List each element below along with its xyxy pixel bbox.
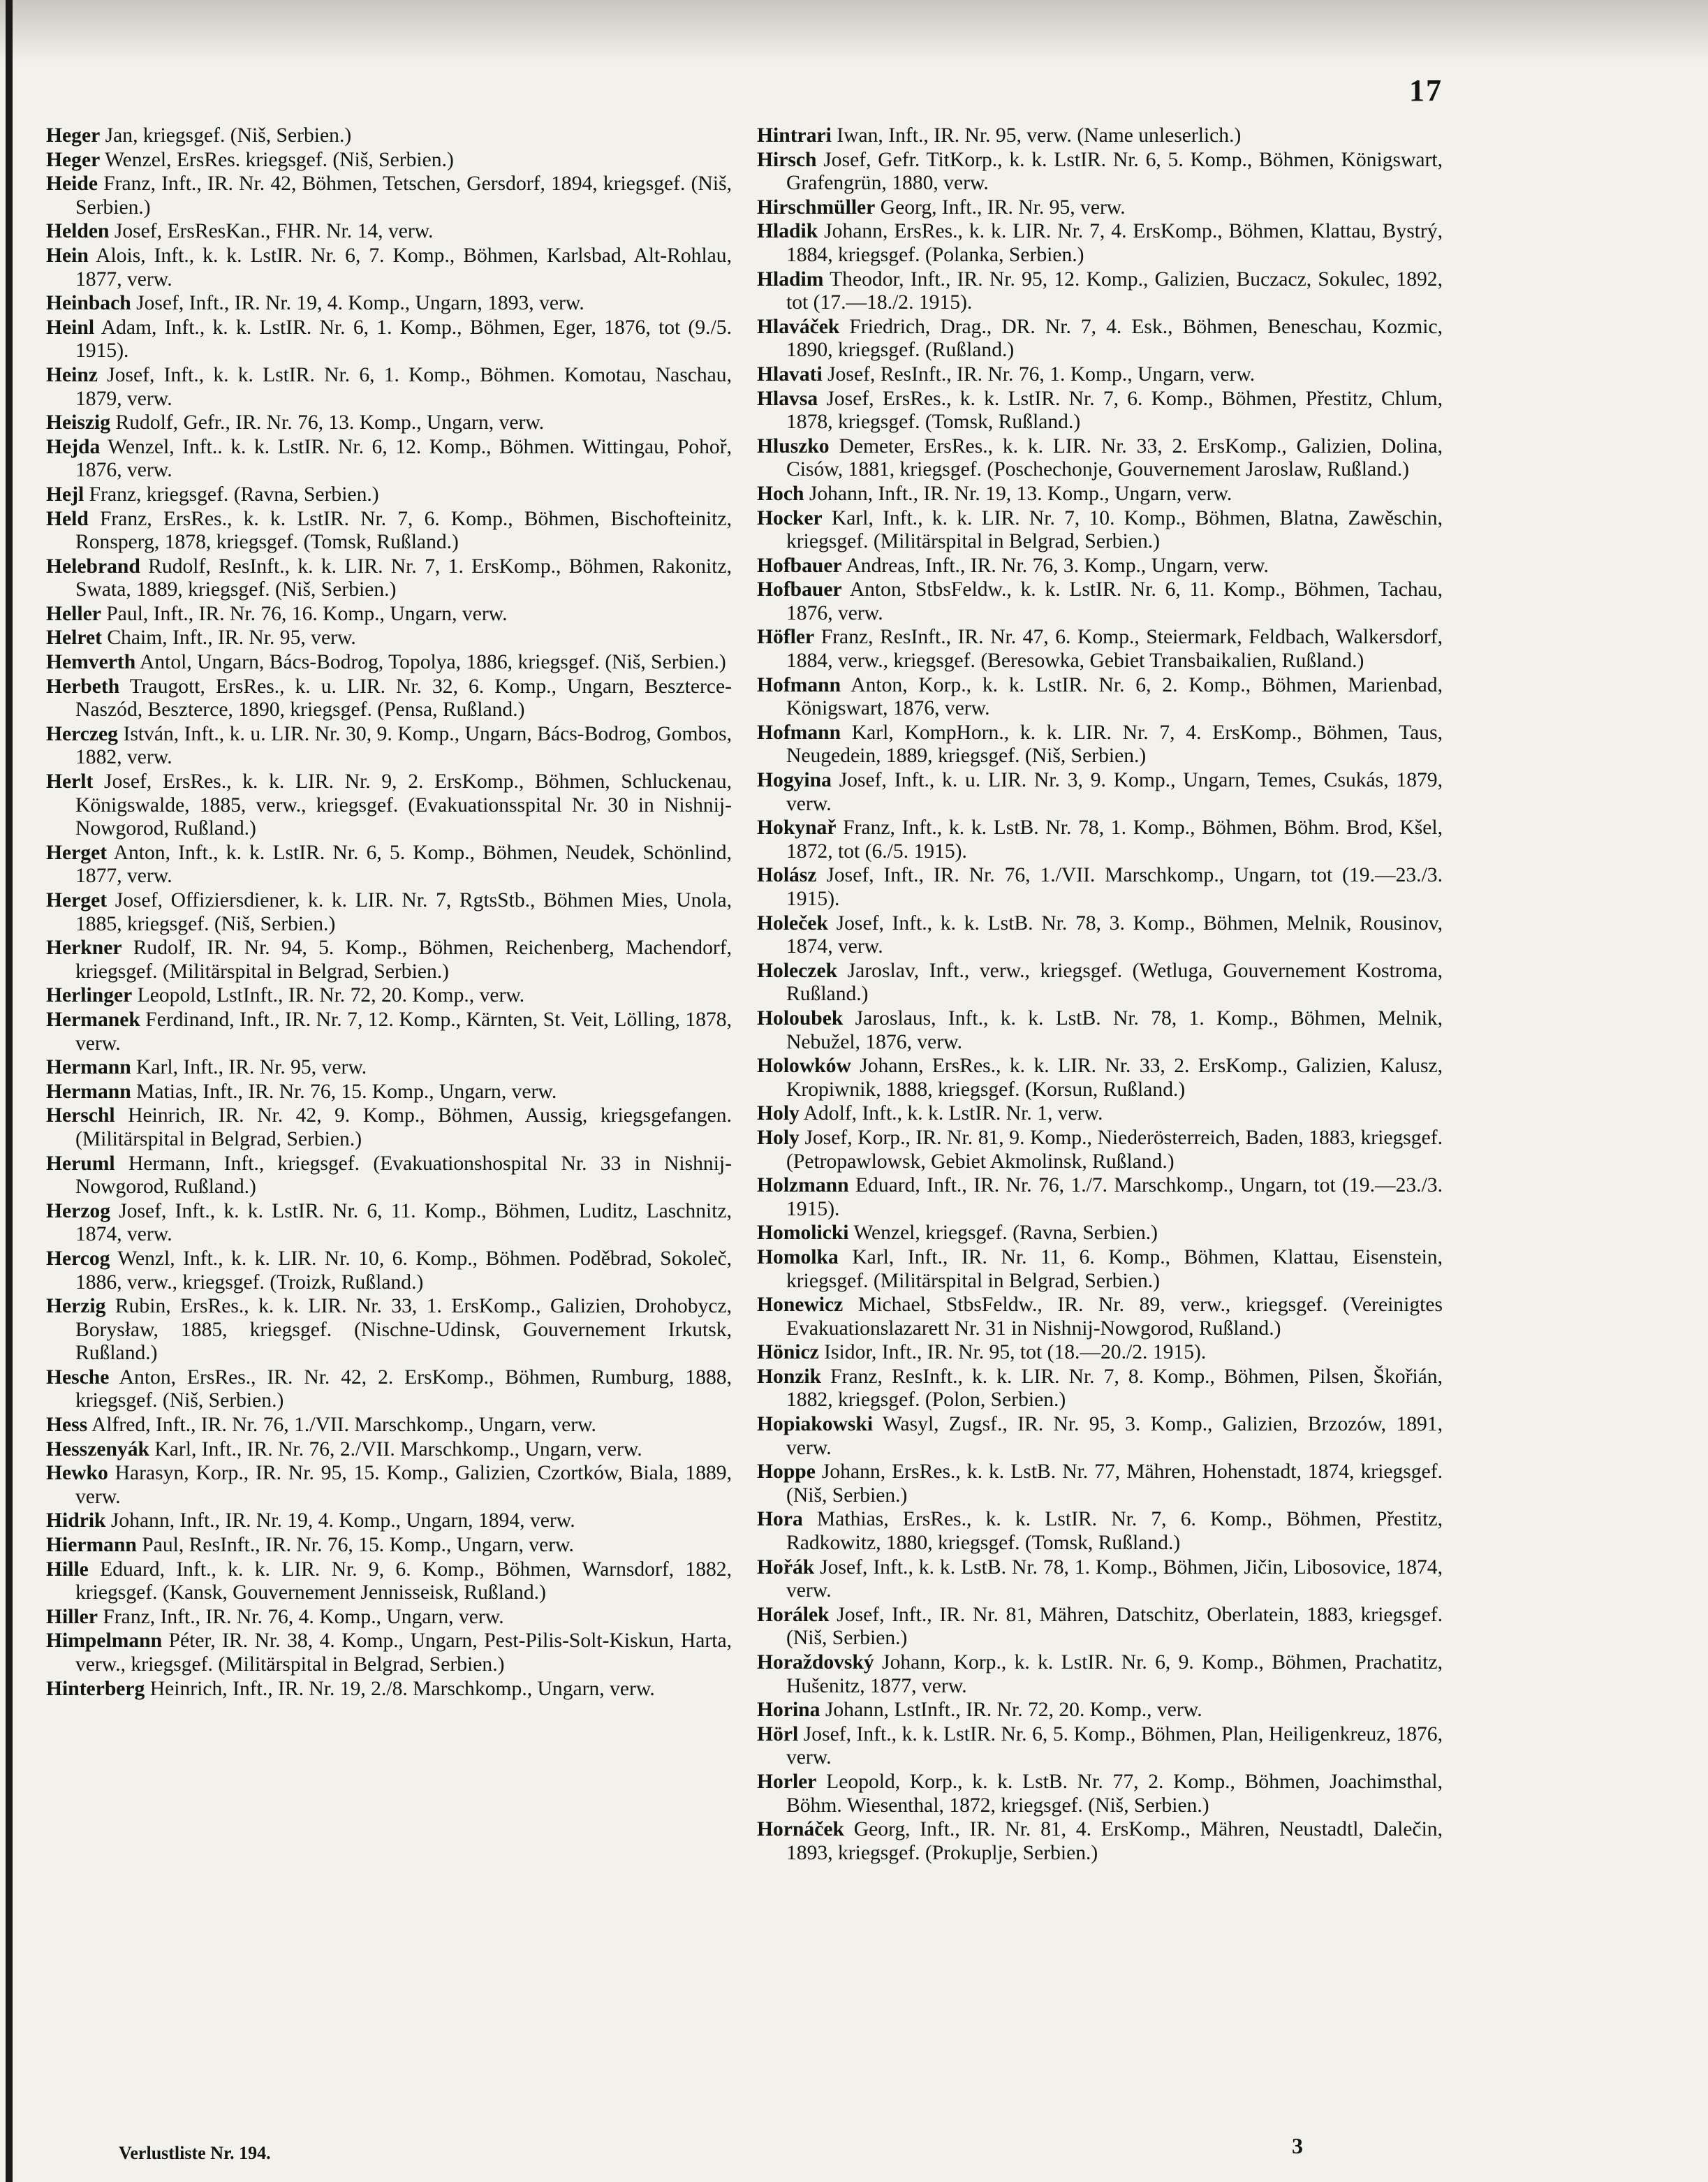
list-entry xyxy=(757,363,1443,387)
list-entry xyxy=(757,817,1443,863)
entry-details: Alfred, Inft., IR. Nr. 76, 1./VII. Marschkomp., Ungarn, verw. xyxy=(87,1414,596,1437)
entry-surname: Hofmann xyxy=(757,673,841,696)
list-entry xyxy=(46,316,732,363)
entry-details: Josef, Inft., k. k. LstIR. Nr. 6, 5. Komp., Böhmen, Plan, Heiligenkreuz, 1876, verw. xyxy=(786,1722,1443,1769)
entry-details: Rudolf, IR. Nr. 94, 5. Komp., Böhmen, Reichenberg, Machendorf, kriegsgef. (Militärspital in Belgrad, Serbien.) xyxy=(75,937,732,983)
entry-surname: Herzig xyxy=(46,1295,106,1318)
entry-details: Georg, Inft., IR. Nr. 81, 4. ErsKomp., Mähren, Neustadtl, Dalečin, 1893, kriegsgef. (Prokuplje, Serbien.) xyxy=(786,1818,1443,1864)
list-entry xyxy=(46,770,732,841)
list-entry xyxy=(46,364,732,411)
list-entry xyxy=(46,651,732,675)
entry-surname: Hörl xyxy=(757,1722,799,1745)
entry-details: Wenzel, kriegsgef. (Ravna, Serbien.) xyxy=(848,1222,1158,1245)
entry-details: Josef, Inft., k. k. LstB. Nr. 78, 1. Komp., Böhmen, Jičin, Libosovice, 1874, verw. xyxy=(786,1555,1443,1602)
entry-details: Leopold, LstInft., IR. Nr. 72, 20. Komp., verw. xyxy=(132,984,525,1007)
entry-surname: Herlinger xyxy=(46,984,133,1007)
entry-details: Antol, Ungarn, Bács-Bodrog, Topolya, 1886, kriegsgef. (Niš, Serbien.) xyxy=(135,651,726,674)
list-entry xyxy=(46,1081,732,1104)
entry-details: Josef, Korp., IR. Nr. 81, 9. Komp., Niederösterreich, Baden, 1883, kriegsgef. (Petropawlowsk, Gebiet Akmolinsk, Rußland.) xyxy=(786,1126,1443,1173)
entry-details: Josef, Inft., IR. Nr. 81, Mähren, Datschitz, Oberlatein, 1883, kriegsgef. (Niš, Serbien.) xyxy=(786,1603,1443,1650)
entry-surname: Horálek xyxy=(757,1603,830,1626)
entry-surname: Hein xyxy=(46,244,89,267)
entry-surname: Hinterberg xyxy=(46,1677,145,1700)
entry-details: Eduard, Inft., IR. Nr. 76, 1./7. Marschkomp., Ungarn, tot (19.—23./3. 1915). xyxy=(786,1174,1443,1220)
entry-details: Jan, kriegsgef. (Niš, Serbien.) xyxy=(100,124,352,147)
entry-surname: Hirsch xyxy=(757,148,817,171)
entry-surname: Hoch xyxy=(757,482,804,505)
list-entry xyxy=(46,1414,732,1437)
entry-details: Johann, LstInft., IR. Nr. 72, 20. Komp., verw. xyxy=(820,1699,1202,1722)
entry-details: Johann, Inft., IR. Nr. 19, 13. Komp., Ungarn, verw. xyxy=(804,482,1232,505)
entry-surname: Hoppe xyxy=(757,1460,816,1484)
right-column xyxy=(757,124,1443,2129)
entry-surname: Herlt xyxy=(46,770,94,793)
list-entry xyxy=(46,603,732,627)
entry-surname: Helret xyxy=(46,627,102,650)
left-column xyxy=(46,124,732,2129)
entry-details: Leopold, Korp., k. k. LstB. Nr. 77, 2. Komp., Böhmen, Joachimsthal, Böhm. Wiesenthal, 1872, kriegsgef. (Niš, Serbien.) xyxy=(786,1770,1443,1817)
list-entry xyxy=(757,1246,1443,1293)
list-entry xyxy=(757,1651,1443,1698)
entry-details: Karl, Inft., IR. Nr. 11, 6. Komp., Böhmen, Klattau, Eisenstein, kriegsgef. (Militärspital in Belgrad, Serbien.) xyxy=(786,1245,1443,1292)
entry-details: Paul, Inft., IR. Nr. 76, 16. Komp., Ungarn, verw. xyxy=(101,602,508,625)
list-entry xyxy=(46,483,732,507)
entry-surname: Hiermann xyxy=(46,1534,137,1557)
entry-details: Jaroslav, Inft., verw., kriegsgef. (Wetluga, Gouvernement Kostroma, Rußland.) xyxy=(786,959,1443,1006)
entry-surname: Hess xyxy=(46,1414,88,1437)
list-entry xyxy=(46,436,732,483)
list-entry xyxy=(46,1534,732,1558)
entry-surname: Herget xyxy=(46,889,108,911)
entry-details: Franz, Inft., k. k. LstB. Nr. 78, 1. Komp., Böhmen, Böhm. Brod, Kšel, 1872, tot (6./5. 1915). xyxy=(786,817,1443,863)
entry-details: Andreas, Inft., IR. Nr. 76, 3. Komp., Ungarn, verw. xyxy=(841,554,1269,577)
list-entry xyxy=(757,268,1443,315)
list-entry xyxy=(757,769,1443,816)
list-entry xyxy=(46,1152,732,1199)
list-entry xyxy=(757,1102,1443,1126)
entry-details: Franz, kriegsgef. (Ravna, Serbien.) xyxy=(84,483,379,506)
entry-details: Franz, ErsRes., k. k. LstIR. Nr. 7, 6. Komp., Böhmen, Bischofteinitz, Ronsperg, 1878, kriegsgef. (Tomsk, Rußland.) xyxy=(75,507,732,554)
list-entry xyxy=(757,124,1443,148)
list-entry xyxy=(757,507,1443,554)
list-entry xyxy=(757,1365,1443,1412)
entry-surname: Holeček xyxy=(757,911,828,935)
entry-details: István, Inft., k. u. LIR. Nr. 30, 9. Komp., Ungarn, Bács-Bodrog, Gombos, 1882, verw. xyxy=(75,722,732,769)
entry-surname: Holoubek xyxy=(757,1006,844,1030)
list-entry xyxy=(46,937,732,983)
entry-surname: Höfler xyxy=(757,626,815,649)
entry-details: Harasyn, Korp., IR. Nr. 95, 15. Komp., Galizien, Czortków, Biala, 1889, verw. xyxy=(75,1462,732,1508)
entry-details: Karl, Inft., k. k. LIR. Nr. 7, 10. Komp., Böhmen, Blatna, Zawěschin, kriegsgef. (Militärspital in Belgrad, Serbien.) xyxy=(786,506,1443,553)
list-entry xyxy=(757,316,1443,363)
entry-surname: Honewicz xyxy=(757,1294,844,1317)
entry-surname: Hidrik xyxy=(46,1509,106,1532)
entry-surname: Held xyxy=(46,507,89,530)
list-entry xyxy=(757,864,1443,911)
entry-surname: Hlavati xyxy=(757,363,823,386)
list-entry xyxy=(757,674,1443,721)
entry-details: Josef, Inft., k. k. LstB. Nr. 78, 3. Komp., Böhmen, Melnik, Rousinov, 1874, verw. xyxy=(786,911,1443,958)
entry-surname: Heinl xyxy=(46,316,95,339)
entry-surname: Hewko xyxy=(46,1462,108,1485)
entry-surname: Hladim xyxy=(757,268,824,291)
entry-surname: Hille xyxy=(46,1558,89,1581)
list-entry xyxy=(46,627,732,650)
entry-surname: Holy xyxy=(757,1102,800,1125)
entry-surname: Heger xyxy=(46,124,101,147)
entry-details: Anton, StbsFeldw., k. k. LstIR. Nr. 6, 11. Komp., Böhmen, Tachau, 1876, verw. xyxy=(786,578,1443,624)
list-entry xyxy=(46,1247,732,1294)
scan-shadow xyxy=(0,0,1708,63)
entry-surname: Hejl xyxy=(46,483,84,506)
entry-surname: Hora xyxy=(757,1508,803,1531)
entry-details: Josef, Inft., k. k. LstIR. Nr. 6, 11. Komp., Böhmen, Luditz, Laschnitz, 1874, verw. xyxy=(75,1199,732,1246)
entry-details: Jaroslaus, Inft., k. k. LstB. Nr. 78, 1. Komp., Böhmen, Melnik, Nebužel, 1876, verw. xyxy=(786,1006,1443,1053)
entry-details: Franz, ResInft., IR. Nr. 47, 6. Komp., Steiermark, Feldbach, Walkersdorf, 1884, verw., kriegsgef. (Beresowka, Gebiet Transbaikalien, Rußland.) xyxy=(786,626,1443,673)
entry-details: Josef, Inft., k. k. LstIR. Nr. 6, 1. Komp., Böhmen. Komotau, Naschau, 1879, verw. xyxy=(75,363,732,410)
entry-surname: Hermann xyxy=(46,1080,131,1103)
entry-details: Mathias, ErsRes., k. k. LstIR. Nr. 7, 6. Komp., Böhmen, Přestitz, Radkowitz, 1880, kriegsgef. (Tomsk, Rußland.) xyxy=(786,1508,1443,1555)
entry-surname: Herget xyxy=(46,841,108,864)
list-entry xyxy=(757,196,1443,220)
entry-surname: Hermanek xyxy=(46,1008,140,1031)
entry-surname: Himpelmann xyxy=(46,1630,163,1653)
list-entry xyxy=(46,173,732,219)
list-entry xyxy=(757,388,1443,434)
entry-details: Franz, Inft., IR. Nr. 76, 4. Komp., Ungarn, verw. xyxy=(97,1605,504,1628)
casualty-list xyxy=(46,124,1443,2129)
entry-surname: Hiller xyxy=(46,1605,98,1628)
entry-surname: Hesszenyák xyxy=(46,1437,149,1460)
list-entry xyxy=(46,1295,732,1365)
entry-details: Isidor, Inft., IR. Nr. 95, tot (18.—20./2. 1915). xyxy=(818,1341,1207,1364)
entry-surname: Horina xyxy=(757,1699,820,1722)
list-entry xyxy=(757,1556,1443,1603)
list-entry xyxy=(46,411,732,435)
entry-surname: Horaždovský xyxy=(757,1651,874,1674)
entry-details: Josef, Inft., k. u. LIR. Nr. 3, 9. Komp., Ungarn, Temes, Csukás, 1879, verw. xyxy=(786,769,1443,815)
binding-edge xyxy=(6,0,13,2182)
entry-details: Wenzel, Inft.. k. k. LstIR. Nr. 6, 12. Komp., Böhmen. Wittingau, Pohoř, 1876, verw. xyxy=(75,435,732,482)
list-entry xyxy=(757,1007,1443,1054)
entry-surname: Heruml xyxy=(46,1152,115,1175)
entry-details: Karl, Inft., IR. Nr. 95, verw. xyxy=(131,1056,367,1079)
entry-details: Rubin, ErsRes., k. k. LIR. Nr. 33, 1. ErsKomp., Galizien, Drohobycz, Borysław, 1885, kriegsgef. (Nischne-Udinsk, Gouvernement Irkutsk, Rußland.) xyxy=(75,1295,732,1365)
entry-surname: Hogyina xyxy=(757,769,832,792)
entry-details: Josef, Offiziersdiener, k. k. LIR. Nr. 7, RgtsStb., Böhmen Mies, Unola, 1885, kriegsgef. (Niš, Serbien.) xyxy=(75,889,732,935)
entry-details: Heinrich, Inft., IR. Nr. 19, 2./8. Marschkomp., Ungarn, verw. xyxy=(145,1677,655,1700)
entry-surname: Hlaváček xyxy=(757,315,840,338)
list-entry xyxy=(757,1508,1443,1555)
list-entry xyxy=(46,1366,732,1413)
entry-details: Franz, Inft., IR. Nr. 42, Böhmen, Tetschen, Gersdorf, 1894, kriegsgef. (Niš, Serbien.) xyxy=(75,173,732,219)
entry-surname: Hornáček xyxy=(757,1818,844,1841)
list-entry xyxy=(757,626,1443,673)
entry-surname: Holász xyxy=(757,864,817,887)
entry-surname: Hopiakowski xyxy=(757,1413,874,1436)
list-entry xyxy=(757,555,1443,578)
entry-details: Johann, ErsRes., k. k. LIR. Nr. 33, 2. ErsKomp., Galizien, Kalusz, Kropiwnik, 1888, kriegsgef. (Korsun, Rußland.) xyxy=(786,1055,1443,1101)
entry-surname: Heller xyxy=(46,602,101,625)
list-entry xyxy=(46,675,732,722)
entry-surname: Hercog xyxy=(46,1247,110,1270)
entry-details: Rudolf, Gefr., IR. Nr. 76, 13. Komp., Ungarn, verw. xyxy=(110,411,545,434)
entry-details: Josef, Gefr. TitKorp., k. k. LstIR. Nr. 6, 5. Komp., Böhmen, Königswart, Grafengrün, 1880, verw. xyxy=(786,148,1443,195)
list-entry xyxy=(46,842,732,888)
entry-details: Traugott, ErsRes., k. u. LIR. Nr. 32, 6. Komp., Ungarn, Beszterce-Naszód, Beszterce, 1890, kriegsgef. (Pensa, Rußland.) xyxy=(75,675,732,722)
page-number: 17 xyxy=(1409,73,1443,108)
list-entry xyxy=(757,1341,1443,1365)
entry-details: Johann, ErsRes., k. k. LstB. Nr. 77, Mähren, Hohenstadt, 1874, kriegsgef. (Niš, Serbien.) xyxy=(786,1460,1443,1507)
entry-details: Karl, KompHorn., k. k. LIR. Nr. 7, 4. ErsKomp., Böhmen, Taus, Neugedein, 1889, kriegsgef. (Niš, Serbien.) xyxy=(786,721,1443,768)
list-entry xyxy=(757,1818,1443,1865)
entry-details: Josef, ErsResKan., FHR. Nr. 14, verw. xyxy=(109,220,434,243)
entry-details: Chaim, Inft., IR. Nr. 95, verw. xyxy=(101,627,356,650)
entry-surname: Hemverth xyxy=(46,651,136,674)
entry-details: Anton, ErsRes., IR. Nr. 42, 2. ErsKomp., Böhmen, Rumburg, 1888, kriegsgef. (Niš, Serbien.) xyxy=(75,1365,732,1412)
entry-surname: Hesche xyxy=(46,1365,110,1389)
list-entry xyxy=(757,578,1443,625)
entry-surname: Holeczek xyxy=(757,959,838,982)
list-entry xyxy=(46,1606,732,1630)
entry-surname: Hönicz xyxy=(757,1341,819,1364)
list-entry xyxy=(757,1413,1443,1460)
entry-surname: Heide xyxy=(46,173,98,196)
entry-surname: Holy xyxy=(757,1126,800,1149)
entry-details: Josef, ErsRes., k. k. LstIR. Nr. 7, 6. Komp., Böhmen, Přestitz, Chlum, 1878, kriegsgef. (Tomsk, Rußland.) xyxy=(786,387,1443,434)
entry-details: Anton, Korp., k. k. LstIR. Nr. 6, 2. Komp., Böhmen, Marienbad, Königswart, 1876, verw. xyxy=(786,673,1443,720)
list-entry xyxy=(46,1630,732,1676)
list-entry xyxy=(46,292,732,316)
entry-surname: Hermann xyxy=(46,1056,131,1079)
entry-details: Josef, ErsRes., k. k. LIR. Nr. 9, 2. ErsKomp., Böhmen, Schluckenau, Königswalde, 1885, verw., kriegsgef. (Evakuationsspital Nr. 30 in Nishnij-Nowgorod, Rußland.) xyxy=(75,770,732,840)
list-entry xyxy=(46,1438,732,1462)
entry-details: Josef, Inft., IR. Nr. 19, 4. Komp., Ungarn, 1893, verw. xyxy=(131,292,584,315)
entry-surname: Holzmann xyxy=(757,1174,849,1197)
entry-details: Josef, ResInft., IR. Nr. 76, 1. Komp., Ungarn, verw. xyxy=(822,363,1256,386)
entry-details: Adam, Inft., k. k. LstIR. Nr. 6, 1. Komp., Böhmen, Eger, 1876, tot (9./5. 1915). xyxy=(75,316,732,363)
entry-surname: Heger xyxy=(46,148,101,171)
entry-details: Johann, Korp., k. k. LstIR. Nr. 6, 9. Komp., Böhmen, Prachatitz, Hušenitz, 1877, verw. xyxy=(786,1651,1443,1697)
entry-surname: Hirschmüller xyxy=(757,196,876,219)
entry-details: Hermann, Inft., kriegsgef. (Evakuationshospital Nr. 33 in Nishnij-Nowgorod, Rußland.) xyxy=(75,1152,732,1199)
list-entry xyxy=(757,435,1443,482)
entry-details: Michael, StbsFeldw., IR. Nr. 89, verw., kriegsgef. (Vereinigtes Evakuationslazarett Nr. 31 in Nishnij-Nowgorod, Rußland.) xyxy=(786,1294,1443,1340)
list-entry xyxy=(757,220,1443,267)
entry-surname: Hocker xyxy=(757,506,823,529)
entry-surname: Helden xyxy=(46,220,110,243)
list-entry xyxy=(46,508,732,555)
list-entry xyxy=(757,722,1443,768)
entry-surname: Herzog xyxy=(46,1199,111,1222)
entry-surname: Horler xyxy=(757,1770,817,1793)
entry-surname: Hluszko xyxy=(757,434,830,457)
entry-details: Adolf, Inft., k. k. LstIR. Nr. 1, verw. xyxy=(799,1102,1103,1125)
entry-surname: Helebrand xyxy=(46,555,140,578)
list-entry xyxy=(46,889,732,936)
entry-details: Wenzl, Inft., k. k. LIR. Nr. 10, 6. Komp., Böhmen. Poděbrad, Sokoleč, 1886, verw., kriegsgef. (Troizk, Rußland.) xyxy=(75,1247,732,1294)
entry-details: Paul, ResInft., IR. Nr. 76, 15. Komp., Ungarn, verw. xyxy=(136,1534,574,1557)
entry-surname: Hokynař xyxy=(757,817,837,840)
list-entry xyxy=(46,1104,732,1151)
list-entry xyxy=(46,984,732,1008)
entry-surname: Hintrari xyxy=(757,124,832,147)
entry-details: Theodor, Inft., IR. Nr. 95, 12. Komp., Galizien, Buczacz, Sokulec, 1892, tot (17.—18./2. 1915). xyxy=(786,268,1443,314)
entry-details: Demeter, ErsRes., k. k. LIR. Nr. 33, 2. ErsKomp., Galizien, Dolina, Cisów, 1881, kriegsgef. (Poschechonje, Gouvernement Jaroslaw, Rußland.) xyxy=(786,434,1443,481)
list-entry xyxy=(46,723,732,770)
list-entry xyxy=(46,124,732,148)
list-entry xyxy=(46,555,732,602)
list-entry xyxy=(757,1222,1443,1245)
entry-surname: Holowków xyxy=(757,1055,851,1078)
entry-surname: Hofbauer xyxy=(757,554,842,577)
entry-details: Karl, Inft., IR. Nr. 76, 2./VII. Marschkomp., Ungarn, verw. xyxy=(149,1437,642,1460)
entry-surname: Herczeg xyxy=(46,722,118,745)
list-entry xyxy=(46,1678,732,1701)
list-footer: Verlustliste Nr. 194. xyxy=(119,2143,271,2163)
entry-details: Georg, Inft., IR. Nr. 95, verw. xyxy=(875,196,1126,219)
entry-surname: Honzik xyxy=(757,1365,822,1388)
entry-surname: Heiszig xyxy=(46,411,111,434)
entry-surname: Hlavsa xyxy=(757,387,818,410)
entry-surname: Hofmann xyxy=(757,721,841,744)
list-entry xyxy=(757,1723,1443,1770)
entry-details: Johann, Inft., IR. Nr. 19, 4. Komp., Ungarn, 1894, verw. xyxy=(105,1509,575,1532)
entry-details: Franz, ResInft., k. k. LIR. Nr. 7, 8. Komp., Böhmen, Pilsen, Škořián, 1882, kriegsgef. (Polon, Serbien.) xyxy=(786,1365,1443,1412)
list-entry xyxy=(46,1509,732,1533)
entry-surname: Hořák xyxy=(757,1555,815,1579)
list-entry xyxy=(757,912,1443,959)
list-entry xyxy=(757,1055,1443,1101)
entry-details: Ferdinand, Inft., IR. Nr. 7, 12. Komp., Kärnten, St. Veit, Lölling, 1878, verw. xyxy=(75,1008,732,1055)
entry-surname: Herkner xyxy=(46,937,122,960)
entry-surname: Heinbach xyxy=(46,292,131,315)
list-entry xyxy=(757,1771,1443,1817)
entry-surname: Homolka xyxy=(757,1245,839,1268)
list-entry xyxy=(46,1009,732,1055)
list-entry xyxy=(46,220,732,244)
list-entry xyxy=(46,1558,732,1605)
entry-details: Eduard, Inft., k. k. LIR. Nr. 9, 6. Komp., Böhmen, Warnsdorf, 1882, kriegsgef. (Kansk, Gouvernement Jennisseisk, Rußland.) xyxy=(75,1558,732,1604)
entry-surname: Hejda xyxy=(46,435,101,458)
entry-details: Wasyl, Zugsf., IR. Nr. 95, 3. Komp., Galizien, Brzozów, 1891, verw. xyxy=(786,1413,1443,1459)
entry-surname: Heinz xyxy=(46,363,98,386)
entry-details: Péter, IR. Nr. 38, 4. Komp., Ungarn, Pest-Pilis-Solt-Kiskun, Harta, verw., kriegsgef. (Militärspital in Belgrad, Serbien.) xyxy=(75,1630,732,1676)
list-entry xyxy=(757,1174,1443,1221)
list-entry xyxy=(46,1200,732,1247)
entry-surname: Homolicki xyxy=(757,1222,849,1245)
list-entry xyxy=(757,1294,1443,1340)
entry-details: Rudolf, ResInft., k. k. LIR. Nr. 7, 1. ErsKomp., Böhmen, Rakonitz, Swata, 1889, kriegsgef. (Niš, Serbien.) xyxy=(75,555,732,601)
entry-details: Alois, Inft., k. k. LstIR. Nr. 6, 7. Komp., Böhmen, Karlsbad, Alt-Rohlau, 1877, verw. xyxy=(75,244,732,291)
list-entry xyxy=(757,483,1443,506)
list-entry xyxy=(46,244,732,291)
list-entry xyxy=(757,1127,1443,1173)
list-entry xyxy=(46,1462,732,1509)
list-entry xyxy=(757,1604,1443,1650)
entry-surname: Herschl xyxy=(46,1104,115,1127)
entry-surname: Herbeth xyxy=(46,675,120,698)
entry-details: Josef, Inft., IR. Nr. 76, 1./VII. Marschkomp., Ungarn, tot (19.—23./3. 1915). xyxy=(786,864,1443,910)
list-entry xyxy=(757,1699,1443,1722)
sheet-number: 3 xyxy=(1292,2133,1303,2158)
entry-details: Wenzel, ErsRes. kriegsgef. (Niš, Serbien.) xyxy=(100,148,454,171)
entry-surname: Hofbauer xyxy=(757,578,842,601)
entry-details: Johann, ErsRes., k. k. LIR. Nr. 7, 4. ErsKomp., Böhmen, Klattau, Bystrý, 1884, kriegsgef. (Polanka, Serbien.) xyxy=(786,220,1443,266)
entry-details: Iwan, Inft., IR. Nr. 95, verw. (Name unleserlich.) xyxy=(831,124,1242,147)
entry-details: Heinrich, IR. Nr. 42, 9. Komp., Böhmen, Aussig, kriegsgefangen. (Militärspital in Belgrad, Serbien.) xyxy=(75,1104,732,1150)
entry-details: Friedrich, Drag., DR. Nr. 7, 4. Esk., Böhmen, Beneschau, Kozmic, 1890, kriegsgef. (Rußland.) xyxy=(786,315,1443,362)
list-entry xyxy=(46,149,732,173)
entry-surname: Hladik xyxy=(757,220,818,243)
list-entry xyxy=(46,1056,732,1080)
list-entry xyxy=(757,1460,1443,1507)
entry-details: Matias, Inft., IR. Nr. 76, 15. Komp., Ungarn, verw. xyxy=(131,1080,557,1103)
entry-details: Anton, Inft., k. k. LstIR. Nr. 6, 5. Komp., Böhmen, Neudek, Schönlind, 1877, verw. xyxy=(75,841,732,888)
list-entry xyxy=(757,960,1443,1006)
list-entry xyxy=(757,149,1443,196)
